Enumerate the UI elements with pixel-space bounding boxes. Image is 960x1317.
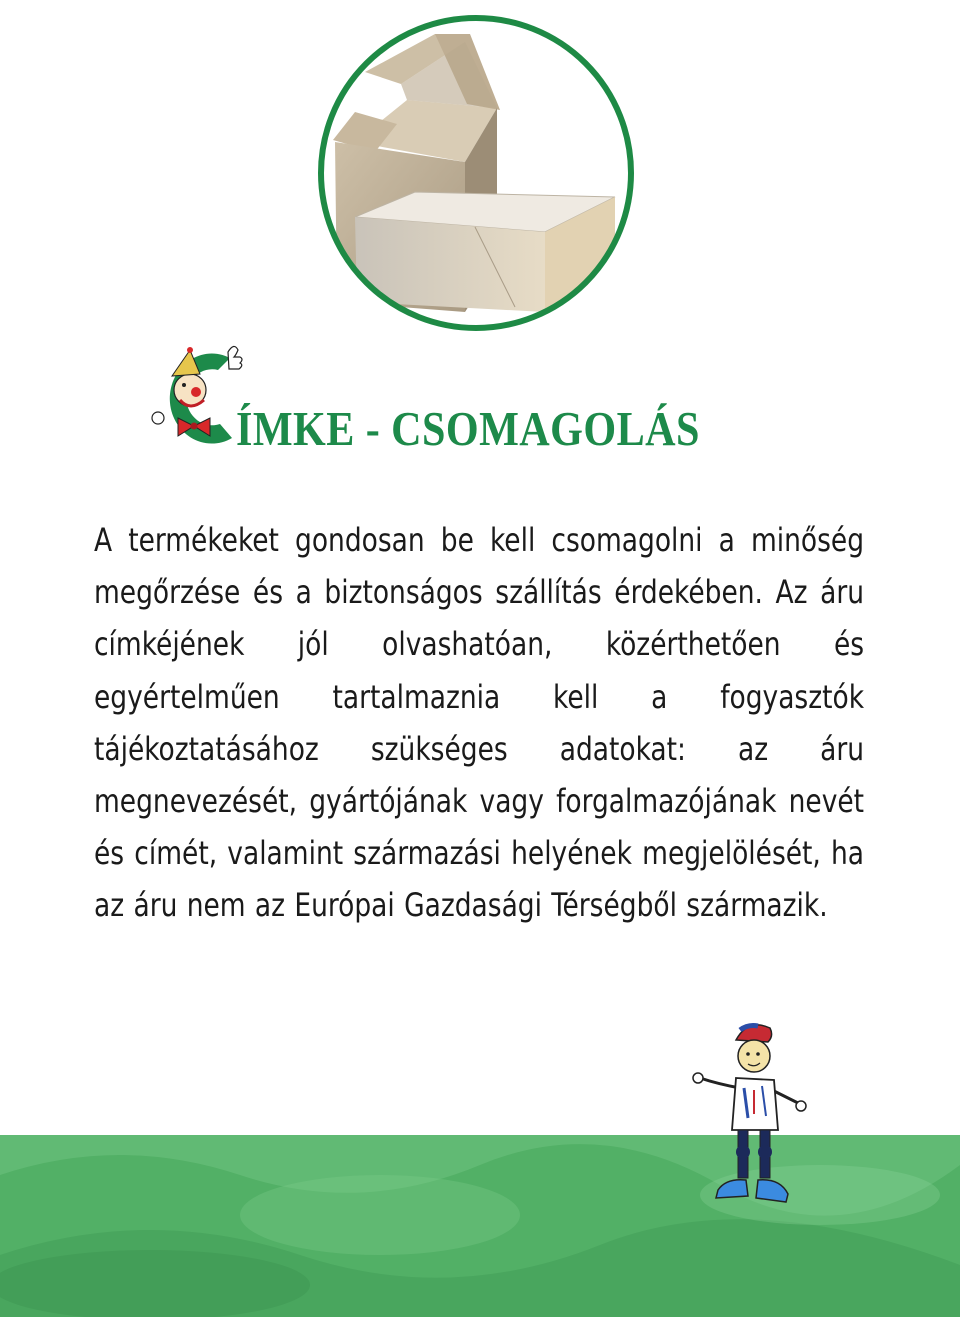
page-heading <box>150 340 790 460</box>
green-footer-band <box>0 1135 960 1317</box>
paragraph-text: A termékeket gondosan be kell csomagolni a minőség megőrzése és a biztonságos szállítás érdekében. Az áru címkéjének jól olvashatóan, közérthetően és egyértelműen tartalmaznia kell a fogyasztók tájékoztatásához szükséges adatokat: az áru megnevezését, gyártójának vagy forgalmazójának nevét és címét, valamint származási helyének megjelölését, ha az áru nem az Európai Gazdasági Térségből származik. <box>94 521 865 925</box>
clown-icon <box>150 340 250 455</box>
page-title: ÍMKE - CSOMAGOLÁS <box>236 401 700 456</box>
body-paragraph <box>94 514 864 932</box>
boxes-photo <box>315 12 637 334</box>
cartoon-boy-icon <box>688 1018 808 1213</box>
